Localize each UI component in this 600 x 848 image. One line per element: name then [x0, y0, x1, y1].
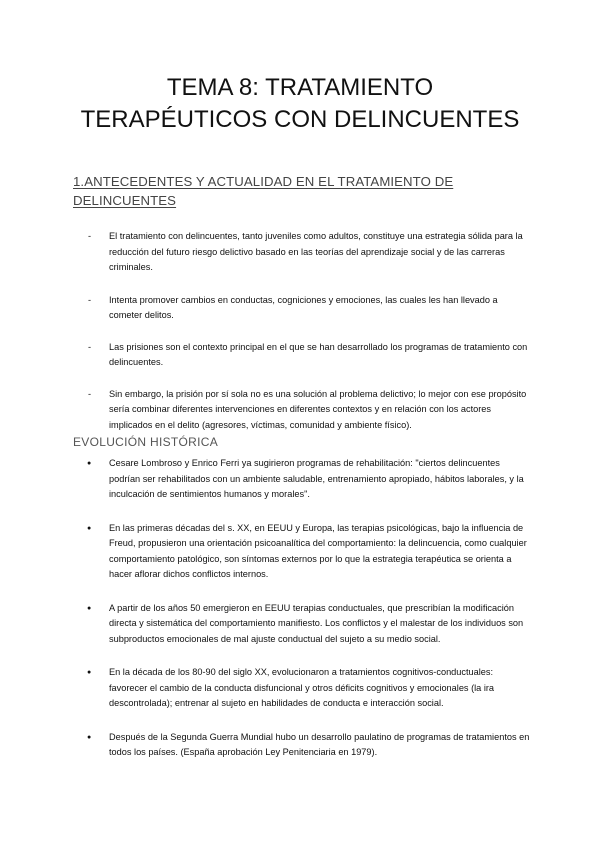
section-heading-evolucion: EVOLUCIÓN HISTÓRICA: [73, 435, 219, 449]
title-line-1: TEMA 8: TRATAMIENTO: [166, 74, 434, 101]
section-heading-antecedentes: 1.ANTECEDENTES Y ACTUALIDAD EN EL TRATAMIENTO DE DELINCUENTES: [73, 174, 454, 208]
list-item: - Intenta promover cambios en conductas, cogniciones y emociones, las cuales les han llevado a cometer delitos.: [73, 293, 533, 324]
list-item: ● En las primeras décadas del s. XX, en EEUU y Europa, las terapias psicológicas, bajo la influencia de Freud, propusieron una orientación psicoanalítica del comportamiento: la delincuencia, como cualquier comportamiento patológico, son síntomas externos por lo que la estrategia terapéutica se orienta a hacer aflorar dichos conflictos internos.: [73, 521, 533, 583]
list-item: ● Después de la Segunda Guerra Mundial hubo un desarrollo paulatino de programas de tratamientos en todos los países. (España aprobación Ley Penitenciaria en 1979).: [73, 730, 533, 761]
page-title: [0, 72, 600, 136]
list-item: ● Cesare Lombroso y Enrico Ferri ya sugirieron programas de rehabilitación: "ciertos delincuentes podrían ser rehabilitados con un ambiente saludable, entrenamiento apropiado, hábitos laborales, y la inculcación de sentimientos humanos y morales".: [73, 456, 533, 503]
list-item: ● En la década de los 80-90 del siglo XX, evolucionaron a tratamientos cognitivos-conductuales: favorecer el cambio de la conducta disfuncional y otros déficits cognitivos y emocionales (la ira descontrolada); entrenar al sujeto en habilidades de conducta e interacción social.: [73, 665, 533, 712]
evolucion-list: [73, 456, 533, 761]
title-line-2: TERAPÉUTICOS CON DELINCUENTES: [80, 106, 520, 133]
antecedentes-list: [73, 229, 533, 433]
list-item: - Las prisiones son el contexto principal en el que se han desarrollado los programas de tratamiento con delincuentes.: [73, 340, 533, 371]
list-item: - Sin embargo, la prisión por sí sola no es una solución al problema delictivo; lo mejor con ese propósito sería combinar diferentes intervenciones en diferentes contextos y en relación con los actores implicados en el delito (agresores, víctimas, comunidad y ambiente físico).: [73, 387, 533, 434]
list-item: - El tratamiento con delincuentes, tanto juveniles como adultos, constituye una estrategia sólida para la reducción del futuro riesgo delictivo basado en las teorías del aprendizaje social y de las carreras criminales.: [73, 229, 533, 276]
list-item: ● A partir de los años 50 emergieron en EEUU terapias conductuales, que prescribían la modificación directa y sistemática del comportamiento manifiesto. Los conflictos y el malestar de los individuos son subproductos emocionales de mal ajuste conductual del sujeto a su medio social.: [73, 601, 533, 648]
